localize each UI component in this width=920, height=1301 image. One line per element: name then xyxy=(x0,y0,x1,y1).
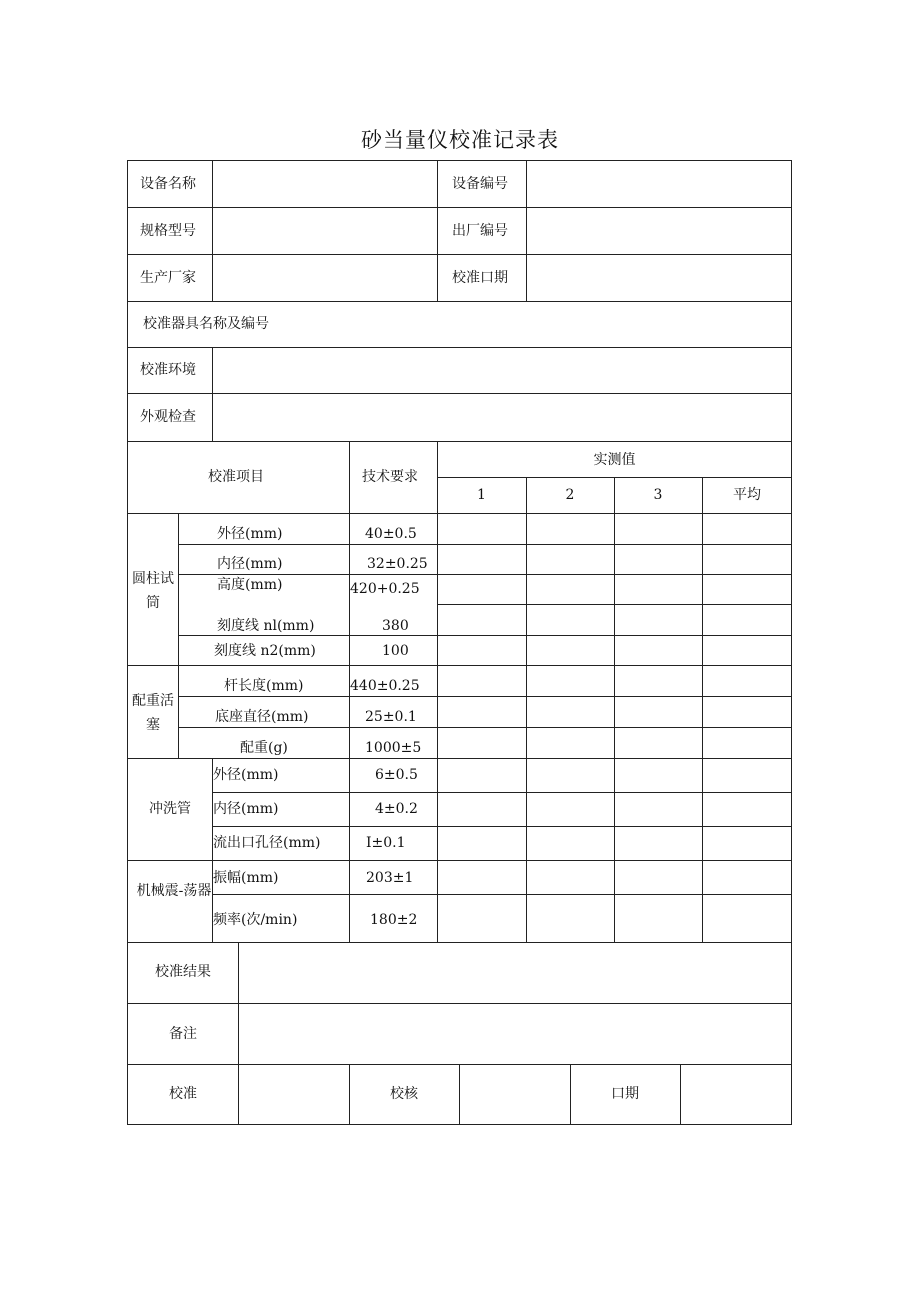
calibrator-label: 校准 xyxy=(169,1086,197,1102)
row-requirement: 40±0.5 xyxy=(365,526,417,542)
environment-field[interactable] xyxy=(213,348,791,393)
model-label: 规格型号 xyxy=(140,223,196,239)
group-cylinder: 圆柱试筒 xyxy=(132,571,174,611)
result-label: 校准结果 xyxy=(155,964,211,980)
row-requirement: 440±0.25 xyxy=(350,678,420,694)
row-requirement: 180±2 xyxy=(370,912,418,928)
model-field[interactable] xyxy=(213,208,437,254)
device-number-field[interactable] xyxy=(527,161,791,207)
row-requirement: 380 xyxy=(382,618,409,634)
row-item: 振幅(mm) xyxy=(213,870,279,886)
row-item: 频率(次/min) xyxy=(213,912,298,928)
calibration-date-label: 校准口期 xyxy=(452,270,508,286)
page-title: 砂当量仪校准记录表 xyxy=(361,128,559,152)
factory-number-field[interactable] xyxy=(527,208,791,254)
row-requirement: 25±0.1 xyxy=(365,709,417,725)
row-item: 外径(mm) xyxy=(217,526,283,542)
device-name-field[interactable] xyxy=(213,161,437,207)
row-item: 内径(mm) xyxy=(217,556,283,572)
measure-col-1: 1 xyxy=(477,487,486,503)
row-requirement: 6±0.5 xyxy=(375,767,418,783)
appearance-field[interactable] xyxy=(213,394,791,441)
row-item: 流出口孔径(mm) xyxy=(213,835,321,851)
calibration-date-field[interactable] xyxy=(527,255,791,301)
device-number-label: 设备编号 xyxy=(452,176,508,192)
measured-header: 实测值 xyxy=(593,452,636,468)
row-item: 配重(g) xyxy=(240,740,288,756)
result-field[interactable] xyxy=(239,943,791,1003)
row-requirement: 4±0.2 xyxy=(375,801,418,817)
row-requirement: 420+0.25 xyxy=(350,581,420,597)
requirement-header: 技术要求 xyxy=(362,469,418,485)
row-requirement: I±0.1 xyxy=(366,835,406,851)
measure-col-3: 3 xyxy=(653,487,663,503)
row-item: 刻度线 nl(mm) xyxy=(217,618,315,634)
remarks-field[interactable] xyxy=(239,1004,791,1064)
appearance-label: 外观检查 xyxy=(140,409,196,425)
calibrator-field[interactable] xyxy=(239,1065,349,1124)
row-item: 外径(mm) xyxy=(213,767,279,783)
date-field[interactable] xyxy=(681,1065,791,1124)
measure-col-2: 2 xyxy=(565,487,575,503)
row-requirement: 100 xyxy=(382,643,409,659)
group-flush-tube: 冲洗管 xyxy=(149,801,191,817)
remarks-label: 备注 xyxy=(169,1026,197,1042)
item-header: 校准项目 xyxy=(208,469,264,485)
measure-col-average: 平均 xyxy=(733,487,761,503)
environment-label: 校准环境 xyxy=(140,362,196,378)
checker-field[interactable] xyxy=(460,1065,570,1124)
row-item: 高度(mm) xyxy=(217,577,283,593)
row-item: 杆长度(mm) xyxy=(224,678,304,694)
calibration-tools-label: 校准器具名称及编号 xyxy=(143,316,269,332)
row-requirement: 32±0.25 xyxy=(367,556,428,572)
manufacturer-label: 生产厂家 xyxy=(140,270,196,286)
factory-number-label: 出厂编号 xyxy=(452,223,508,239)
row-requirement: 203±1 xyxy=(366,870,414,886)
checker-label: 校核 xyxy=(390,1086,418,1102)
row-requirement: 1000±5 xyxy=(365,740,422,756)
device-name-label: 设备名称 xyxy=(140,176,196,192)
row-item: 内径(mm) xyxy=(213,801,279,817)
date-label: 口期 xyxy=(611,1086,639,1102)
manufacturer-field[interactable] xyxy=(213,255,437,301)
row-item: 底座直径(mm) xyxy=(215,709,309,725)
group-shaker: 机械震-荡器 xyxy=(136,883,212,899)
group-piston: 配重活塞 xyxy=(132,693,174,733)
row-item: 刻度线 n2(mm) xyxy=(214,643,316,659)
